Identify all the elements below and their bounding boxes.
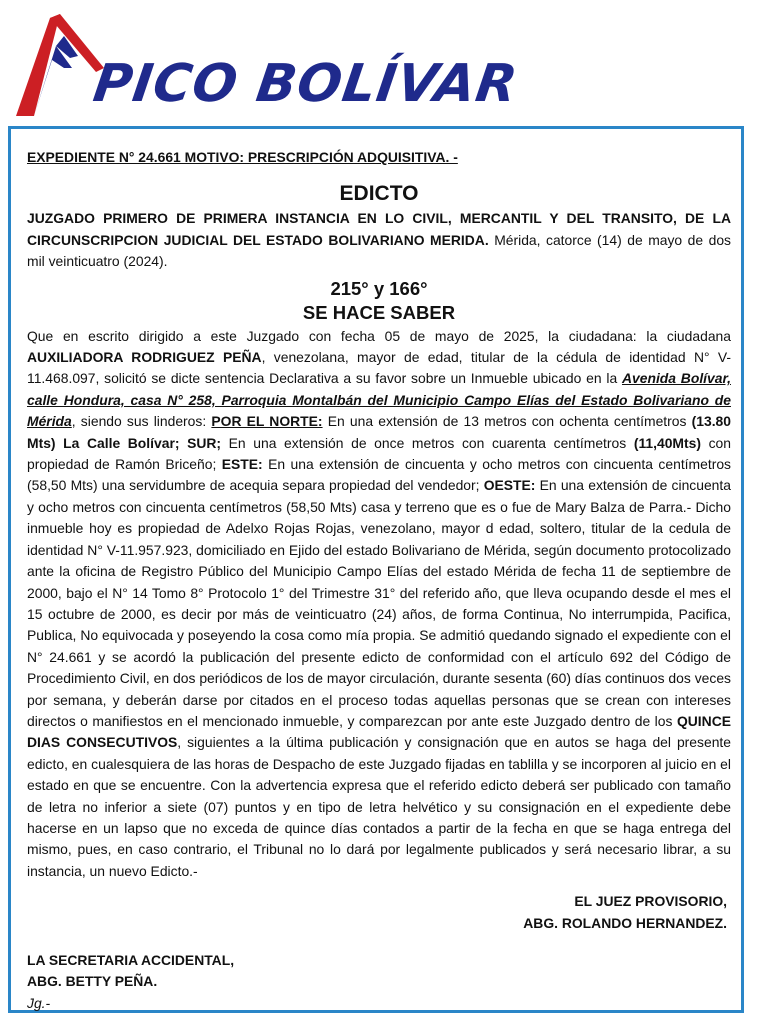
body-t8: En una extensión de cincuenta y ocho metros con cincuenta centímetros (58,50 Mts) casa y terreno que es o fue de Mary Balza de Parra.- Dicho inmueble hoy es propiedad de Adelxo Rojas Rojas, venezolano, mayor d edad, soltero, titular de la cedula de identidad N° V-11.957.923, domiciliado en Ejido del estado Bolivariano de Mérida, según documento protocolizado ante la oficina de Registro Público del Municipio Campo Elías del estado Mérida de fecha 11 de septiembre de 2000, bajo el N° 14 Tomo 8° Protocolo 1° del Trimestre 31° del referido año, que lleva ocupando desde el mes el 15 octubre de 2000, es decir por más de veinticuatro (24) años, de forma Continua, No interrumpida, Pacifica, Publica, No equivocada y poseyendo la cosa como mía propia. Se admitió quedando signado el expediente con el N° 24.661 y se acordó la publicación del presente edicto de conformidad con el artículo 692 del Código de Procedimiento Civil, en dos periódicos de los de mayor circulación, durante sesenta (60) días continuos dos veces por semana, y deberán darse por citados en el proceso todas aquellas personas que se crean con intereses directos o manifiestos en el mencionado inmueble, y comparezcan por ante este Juzgado dentro de los	[27, 477, 731, 729]
body-t3: , siendo sus linderos:	[71, 413, 212, 430]
body-t1: Que en escrito dirigido a este Juzgado con fecha 05 de mayo de 2025, la ciudadana: la ciudadana	[27, 327, 731, 344]
expediente-tail: . -	[445, 149, 458, 165]
initials: Jg.-	[27, 994, 51, 1011]
body-t2: , venezolana, mayor de edad, titular de la cédula de identidad N° V-11.468.097, solicitó se dicte sentencia Declarativa a su favor sobre un Inmueble ubicado en la	[27, 349, 731, 387]
body-t5: En una extensión de once metros con cuarenta centímetros	[221, 434, 634, 451]
court-date: Mérida, catorce (14) de mayo de dos mil veinticuatro (2024).	[27, 231, 731, 270]
secretary-title: LA SECRETARIA ACCIDENTAL,	[27, 952, 235, 968]
document-title: EDICTO	[339, 182, 419, 206]
se-hace-saber: SE HACE SABER	[302, 301, 456, 323]
judge-name: ABG. ROLANDO HERNANDEZ.	[523, 914, 727, 931]
body-b3: (11,40Mts)	[633, 434, 701, 451]
body-t4: En una extensión de 13 metros con ochenta centímetros	[322, 413, 692, 430]
body-t6: con propiedad de Ramón Briceño;	[27, 434, 731, 473]
judge-title: EL JUEZ PROVISORIO,	[574, 893, 727, 910]
body-norte: POR EL NORTE:	[211, 413, 323, 430]
logo-text: PICO BOLÍVAR	[89, 54, 522, 114]
body-t7: En una extensión de cincuenta y ocho metros con cincuenta centímetros (58,50 Mts) una servidumbre de acequia separa propiedad del vendedor;	[27, 456, 731, 494]
body-paragraph	[27, 326, 731, 883]
body-este: ESTE:	[221, 456, 263, 473]
body-oeste: OESTE:	[483, 477, 536, 494]
edict-frame	[8, 126, 744, 1013]
edict-content	[27, 147, 731, 1014]
years-line: 215° y 166°	[330, 277, 428, 299]
expediente-line	[27, 147, 731, 168]
secretary-signature	[27, 950, 731, 993]
body-b6: QUINCE DIAS CONSECUTIVOS	[27, 712, 731, 751]
body-b1: AUXILIADORA RODRIGUEZ PEÑA	[27, 349, 262, 366]
secretary-name: ABG. BETTY PEÑA.	[27, 973, 158, 990]
judge-signature	[27, 891, 731, 934]
body-b2: (13.80 Mts) La Calle Bolívar; SUR;	[27, 413, 732, 451]
expediente-text: EXPEDIENTE N° 24.661 MOTIVO: PRESCRIPCIÓN ADQUISITIVA	[27, 149, 446, 165]
logo	[12, 6, 522, 121]
body-address: Avenida Bolívar, calle Hondura, casa N° 258, Parroquia Montalbán del Municipio Campo Elías del Estado Bolivariano de Mérida	[27, 370, 731, 430]
court-paragraph	[27, 208, 731, 272]
court-name: JUZGADO PRIMERO DE PRIMERA INSTANCIA EN LO CIVIL, MERCANTIL Y DEL TRANSITO, DE LA CIRCUNSCRIPCION JUDICIAL DEL ESTADO BOLIVARIANO MERIDA.	[27, 210, 731, 248]
body-t9: , siguientes a la última publicación y consignación que en autos se haga del presente edicto, en cualesquiera de las horas de Despacho de este Juzgado fijadas en tablilla y se incorporen al juicio en el estado en que se encuentre. Con la advertencia expresa que el referido edicto deberá ser publicado con tamaño de letra no inferior a siete (07) puntos y en tipo de letra helvético y su consignación en el expediente debe hacerse en un lapso que no exceda de quince días contados a partir de la fecha en que se haga entrega del mismo, pues, en caso contrario, el Tribunal no lo dará por legalmente publicados y será necesario librar, a su instancia, un nuevo Edicto.-	[27, 734, 731, 879]
